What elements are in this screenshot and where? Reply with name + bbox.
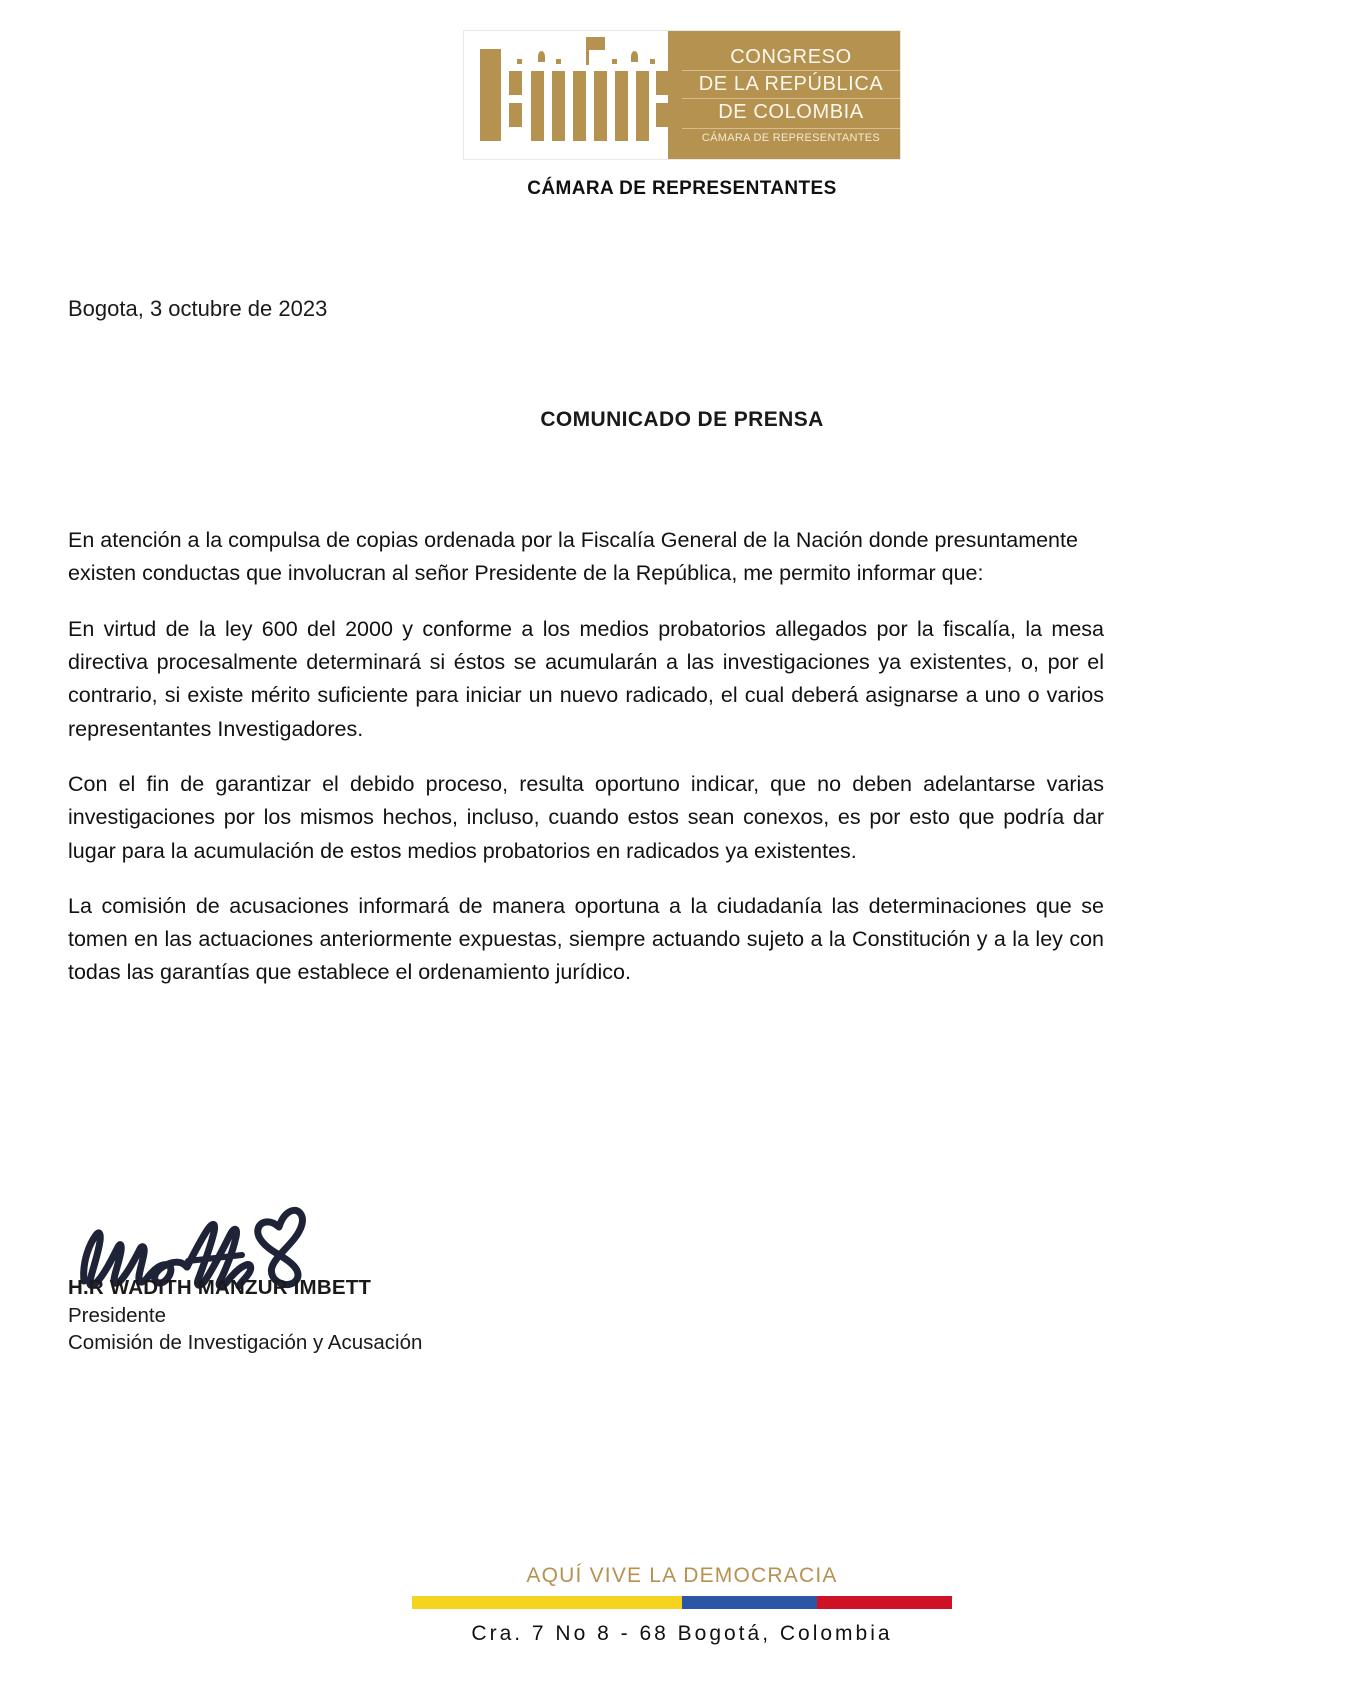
logo-text-panel (668, 31, 900, 159)
signer-organization: Comisión de Investigación y Acusación (68, 1331, 423, 1354)
logo-line-congreso: CONGRESO (682, 46, 900, 72)
document-body (68, 524, 1104, 1012)
signer-role: Presidente (68, 1304, 167, 1327)
logo-line-camara: CÁMARA DE REPRESENTANTES (682, 128, 900, 144)
header-subtitle: CÁMARA DE REPRESENTANTES (527, 178, 837, 199)
body-paragraph-4: La comisión de acusaciones informará de manera oportuna a la ciudadanía las determinaciones que se tomen en las actuaciones anteriormente expuestas, siempre actuando sujeto a la Constitución y a la ley con todas las garantías que establece el ordenamiento jurídico. (68, 893, 1104, 985)
congress-logo (463, 30, 901, 160)
signer-name: H.R WADITH MANZUR IMBETT (68, 1276, 372, 1299)
document-header (0, 0, 1364, 200)
body-paragraph-2: En virtud de la ley 600 del 2000 y conforme a los medios probatorios allegados por la fiscalía, la mesa directiva procesalmente determinará si éstos se acumularán a las investigaciones ya existentes, o, por el contrario, si existe mérito suficiente para iniciar un nuevo radicado, el cual deberá asignarse a uno o varios representantes Investigadores. (68, 616, 1104, 741)
document-footer (0, 1546, 1364, 1706)
logo-box (463, 30, 901, 160)
flag-stripe-yellow (412, 1596, 682, 1609)
flag-stripe-blue (682, 1596, 817, 1609)
body-paragraph-3: Con el fin de garantizar el debido proceso, resulta oportuno indicar, que no deben adelantarse varias investigaciones por los mismos hechos, incluso, cuando estos sean conexos, es por esto que podría dar lugar para la acumulación de estos medios probatorios en radicados ya existentes. (68, 771, 1104, 863)
handwritten-signature-image (74, 1185, 374, 1290)
colombia-flag-bar-icon (412, 1596, 952, 1609)
footer-slogan: AQUÍ VIVE LA DEMOCRACIA (526, 1564, 838, 1587)
logo-line-colombia: DE COLOMBIA (718, 100, 864, 123)
signature-block (68, 1185, 688, 1355)
capitol-columns-icon (476, 31, 668, 159)
footer-address: Cra. 7 No 8 - 68 Bogotá, Colombia (471, 1622, 893, 1645)
document-title: COMUNICADO DE PRENSA (540, 408, 824, 431)
logo-line-republica: DE LA REPÚBLICA (682, 73, 900, 99)
document-date: Bogota, 3 octubre de 2023 (68, 296, 328, 321)
body-paragraph-1: En atención a la compulsa de copias ordenada por la Fiscalía General de la Nación donde presuntamente existen conductas que involucran al señor Presidente de la República, me permito informar que: (68, 528, 1078, 586)
flag-stripe-red (817, 1596, 952, 1609)
